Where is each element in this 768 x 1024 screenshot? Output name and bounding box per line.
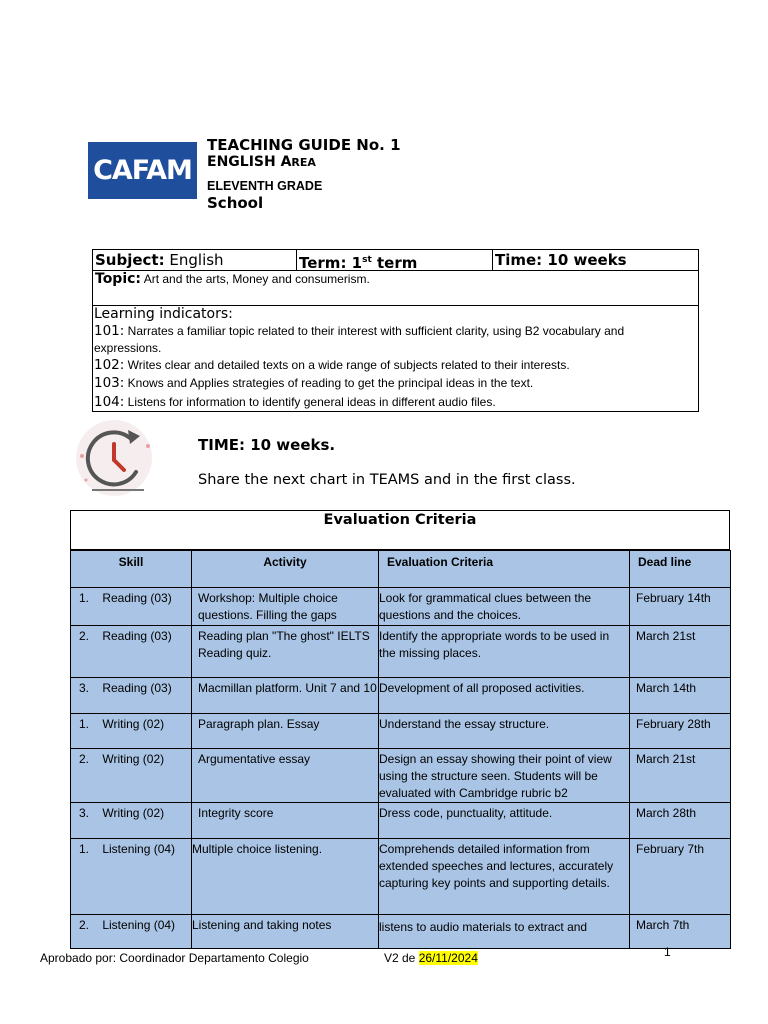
topic-label: Topic: <box>95 271 142 287</box>
deadline-cell: February 14th <box>630 588 731 626</box>
evaluation-grid <box>70 550 731 949</box>
criteria-cell: Development of all proposed activities. <box>379 678 630 714</box>
indicator-item <box>94 394 694 411</box>
header-row <box>71 551 731 588</box>
table-row <box>71 803 731 839</box>
criteria-cell: Dress code, punctuality, attitude. <box>379 803 630 839</box>
table-row <box>71 915 731 949</box>
skill-cell: 1. Writing (02) <box>71 714 192 749</box>
criteria-cell: Identify the appropriate words to be used in the missing places. <box>379 626 630 678</box>
deadline-cell: February 7th <box>630 839 731 915</box>
activity-cell: Listening and taking notes <box>192 915 379 949</box>
indicator-item <box>94 357 694 374</box>
topic-value: Art and the arts, Money and consumerism. <box>143 272 370 286</box>
deadline-cell: March 21st <box>630 749 731 803</box>
activity-cell: Multiple choice listening. <box>192 839 379 915</box>
share-instruction: Share the next chart in TEAMS and in the first class. <box>198 472 576 488</box>
term-cell <box>297 250 493 270</box>
criteria-cell: listens to audio materials to extract and <box>379 915 630 949</box>
area-title <box>207 154 316 170</box>
version-date: 26/11/2024 <box>418 951 478 965</box>
deadline-cell: March 21st <box>630 626 731 678</box>
term-rest: term <box>371 254 418 272</box>
term-sup: st <box>362 255 372 265</box>
evaluation-title: Evaluation Criteria <box>70 510 730 550</box>
guide-title: TEACHING GUIDE No. 1 <box>207 136 401 154</box>
criteria-cell: Understand the essay structure. <box>379 714 630 749</box>
skill-cell: 3. Writing (02) <box>71 803 192 839</box>
skill-cell: 1. Reading (03) <box>71 588 192 626</box>
table-row <box>71 714 731 749</box>
logo-text: CAFAM <box>93 155 192 186</box>
activity-cell: Macmillan platform. Unit 7 and 10 <box>192 678 379 714</box>
table-row <box>71 678 731 714</box>
area-smallcaps: REA <box>291 156 316 169</box>
subject-cell <box>93 250 297 270</box>
table-row <box>71 749 731 803</box>
criteria-cell: Look for grammatical clues between the questions and the choices. <box>379 588 630 626</box>
col-header-activity: Activity <box>192 551 379 588</box>
col-header-skill: Skill <box>71 551 192 588</box>
skill-cell: 3. Reading (03) <box>71 678 192 714</box>
indicator-item <box>94 375 694 392</box>
school-label: School <box>207 194 264 212</box>
indicator-code: 101: <box>94 323 125 339</box>
indicator-item <box>94 323 694 357</box>
indicator-text: Writes clear and detailed texts on a wide range of subjects related to their interests. <box>127 358 570 372</box>
subject-value: English <box>169 251 224 269</box>
table-row <box>71 626 731 678</box>
version-info <box>384 951 478 965</box>
activity-cell: Integrity score <box>192 803 379 839</box>
indicator-text: Knows and Applies strategies of reading to get the principal ideas in the text. <box>127 376 534 390</box>
page-number: 1 <box>664 945 671 959</box>
col-header-criteria: Evaluation Criteria <box>379 551 630 588</box>
deadline-cell: March 28th <box>630 803 731 839</box>
topic <box>95 271 370 287</box>
info-row-subject <box>93 250 698 271</box>
indicator-text: Listens for information to identify general ideas in different audio files. <box>127 395 496 409</box>
table-row <box>71 588 731 626</box>
grade-label: ELEVENTH GRADE <box>207 179 323 193</box>
criteria-cell: Comprehends detailed information from extended speeches and lectures, accurately capturing key points and supporting details. <box>379 839 630 915</box>
activity-cell: Reading plan "The ghost" IELTS Reading quiz. <box>192 626 379 678</box>
term-label: Term: 1 <box>299 254 363 272</box>
subject-label: Subject: <box>95 251 165 269</box>
clock-icon <box>72 416 156 502</box>
col-header-deadline: Dead line <box>630 551 731 588</box>
learning-indicators-title: Learning indicators: <box>94 306 233 322</box>
area-main: ENGLISH A <box>207 154 292 170</box>
activity-cell: Workshop: Multiple choice questions. Filling the gaps <box>192 588 379 626</box>
skill-cell: 2. Reading (03) <box>71 626 192 678</box>
indicator-code: 103: <box>94 375 125 391</box>
info-row-topic <box>93 270 698 306</box>
skill-cell: 2. Listening (04) <box>71 915 192 949</box>
skill-cell: 2. Writing (02) <box>71 749 192 803</box>
deadline-cell: March 14th <box>630 678 731 714</box>
indicator-code: 102: <box>94 357 125 373</box>
indicator-text: Narrates a familiar topic related to their interest with sufficient clarity, using B2 vocabulary and expressions. <box>94 324 625 355</box>
activity-cell: Paragraph plan. Essay <box>192 714 379 749</box>
skill-cell: 1. Listening (04) <box>71 839 192 915</box>
deadline-cell: March 7th <box>630 915 731 949</box>
indicator-code: 104: <box>94 394 125 410</box>
table-row <box>71 839 731 915</box>
time-cell: Time: 10 weeks <box>495 251 627 269</box>
approved-by: Aprobado por: Coordinador Departamento Colegio <box>40 951 309 965</box>
version-prefix: V2 de <box>384 951 419 965</box>
time-heading: TIME: 10 weeks. <box>198 436 336 454</box>
deadline-cell: February 28th <box>630 714 731 749</box>
activity-cell: Argumentative essay <box>192 749 379 803</box>
criteria-cell: Design an essay showing their point of view using the structure seen. Students will be evaluated with Cambridge rubric b2 <box>379 749 630 803</box>
course-info-box <box>92 249 699 412</box>
cafam-logo <box>88 142 197 199</box>
